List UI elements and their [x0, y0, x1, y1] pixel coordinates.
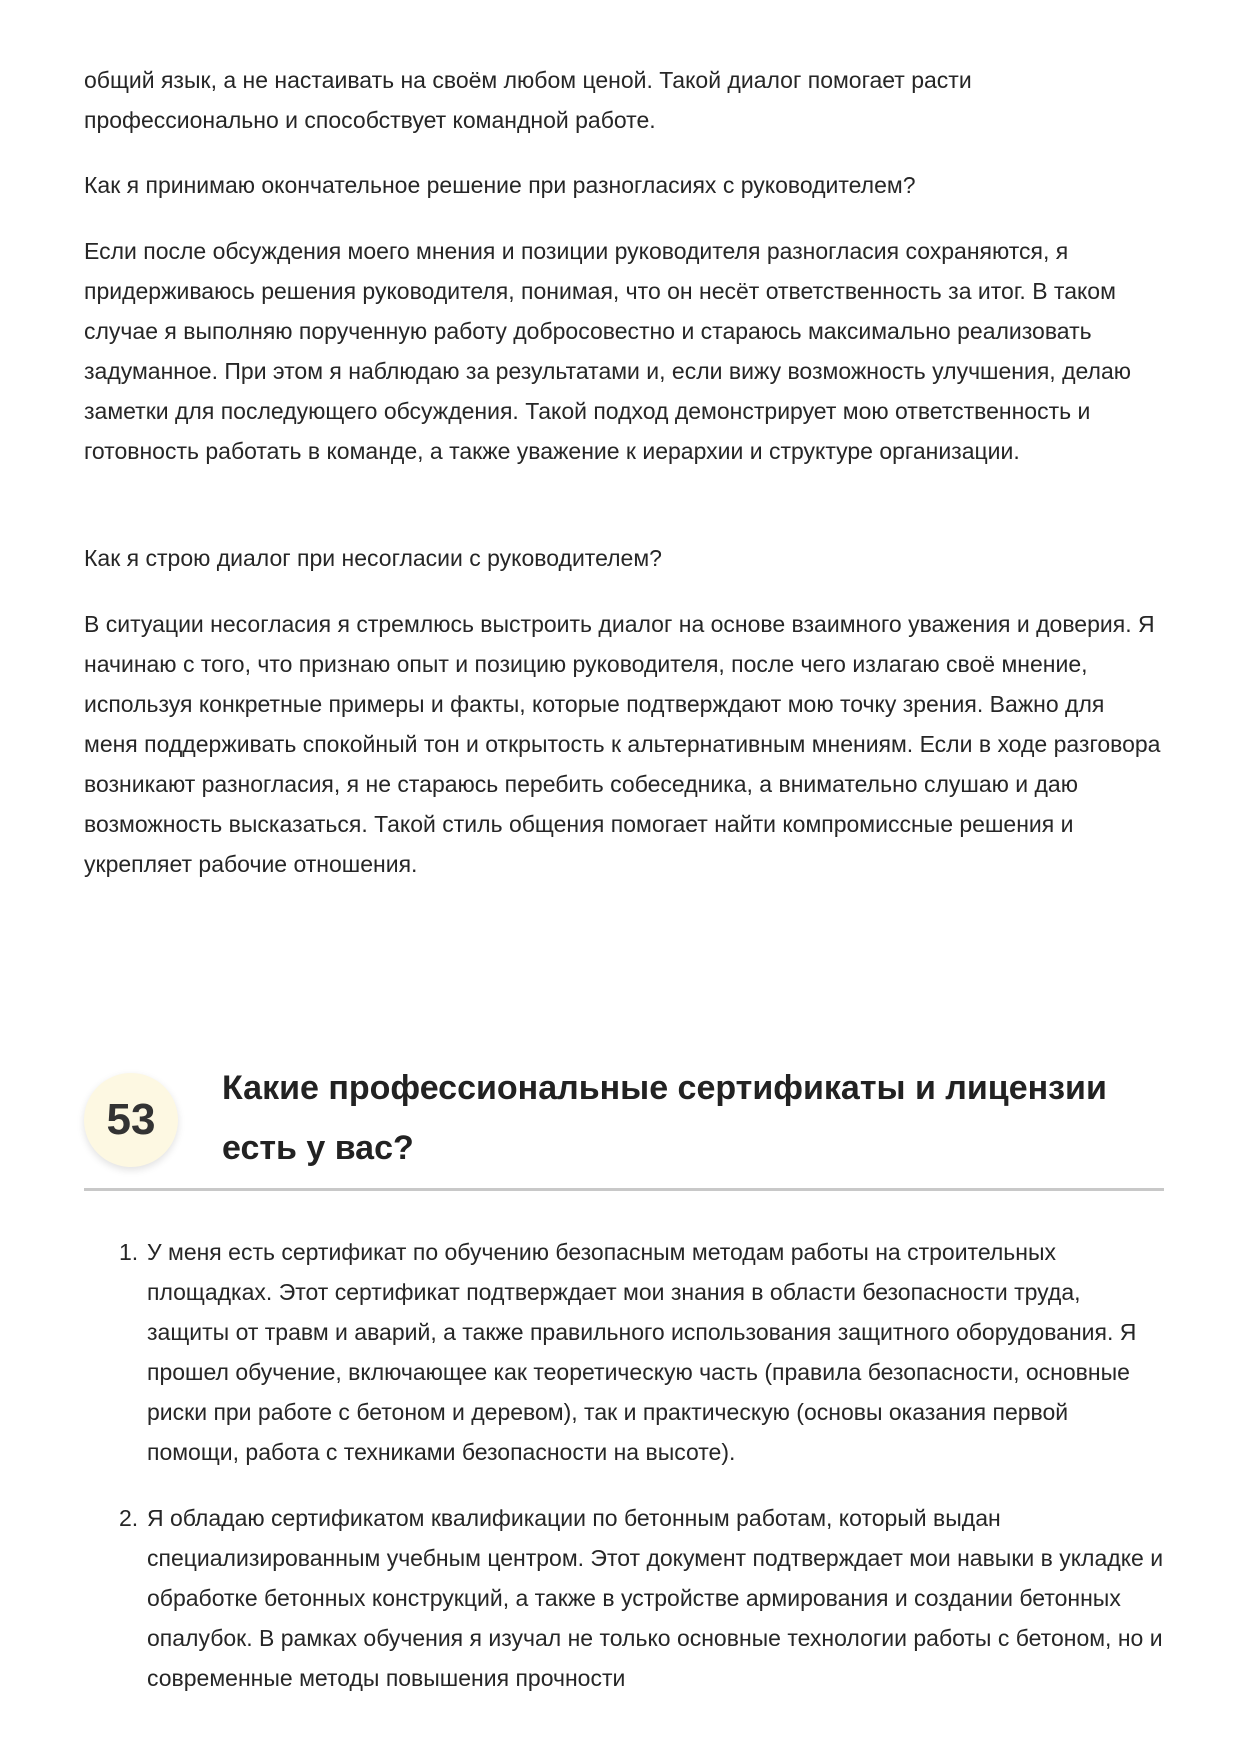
answer-list: [84, 1232, 1164, 1724]
list-item: [84, 1232, 1164, 1472]
list-item-text: Я обладаю сертификатом квалификации по бетонным работам, который выдан специализированным учебным центром. Этот документ подтверждает мои навыки в укладке и обработке бетонных конструкций, а также в устройстве армирования и создании бетонных опалубок. В рамках обучения я изучал не только основные технологии работы с бетоном, но и современные методы повышения прочности: [147, 1505, 1164, 1691]
question-title: Какие профессиональные сертификаты и лицензии есть у вас?: [222, 1069, 1107, 1167]
question-number-badge: 53: [84, 1073, 178, 1167]
question-header: [84, 1058, 1164, 1191]
list-item-number: 1.: [119, 1239, 139, 1265]
subquestion-dialog: Как я строю диалог при несогласии с руководителем?: [84, 545, 662, 571]
list-item: [84, 1498, 1164, 1698]
paragraph-intro-tail: общий язык, а не настаивать на своём любом ценой. Такой диалог помогает расти профессионально и способствует командной работе.: [84, 67, 972, 133]
answer-final-decision: Если после обсуждения моего мнения и позиции руководителя разногласия сохраняются, я придерживаюсь решения руководителя, понимая, что он несёт ответственность за итог. В таком случае я выполняю порученную работу добросовестно и стараюсь максимально реализовать задуманное. При этом я наблюдаю за результатами и, если вижу возможность улучшения, делаю заметки для последующего обсуждения. Такой подход демонстрирует мою ответственность и готовность работать в команде, а также уважение к иерархии и структуре организации.: [84, 238, 1131, 464]
subquestion-final-decision: Как я принимаю окончательное решение при разногласиях с руководителем?: [84, 172, 916, 198]
answer-dialog: В ситуации несогласия я стремлюсь выстроить диалог на основе взаимного уважения и доверия. Я начинаю с того, что признаю опыт и позицию руководителя, после чего излагаю своё мнение, используя конкретные примеры и факты, которые подтверждают мою точку зрения. Важно для меня поддерживать спокойный тон и открытость к альтернативным мнениям. Если в ходе разговора возникают разногласия, я не стараюсь перебить собеседника, а внимательно слушаю и даю возможность высказаться. Такой стиль общения помогает найти компромиссные решения и укрепляет рабочие отношения.: [84, 611, 1161, 877]
list-item-text: У меня есть сертификат по обучению безопасным методам работы на строительных площадках. Этот сертификат подтверждает мои знания в области безопасности труда, защиты от травм и аварий, а также правильного использования защитного оборудования. Я прошел обучение, включающее как теоретическую часть (правила безопасности, основные риски при работе с бетоном и деревом), так и практическую (основы оказания первой помощи, работа с техниками безопасности на высоте).: [147, 1239, 1137, 1465]
list-item-number: 2.: [119, 1505, 139, 1531]
